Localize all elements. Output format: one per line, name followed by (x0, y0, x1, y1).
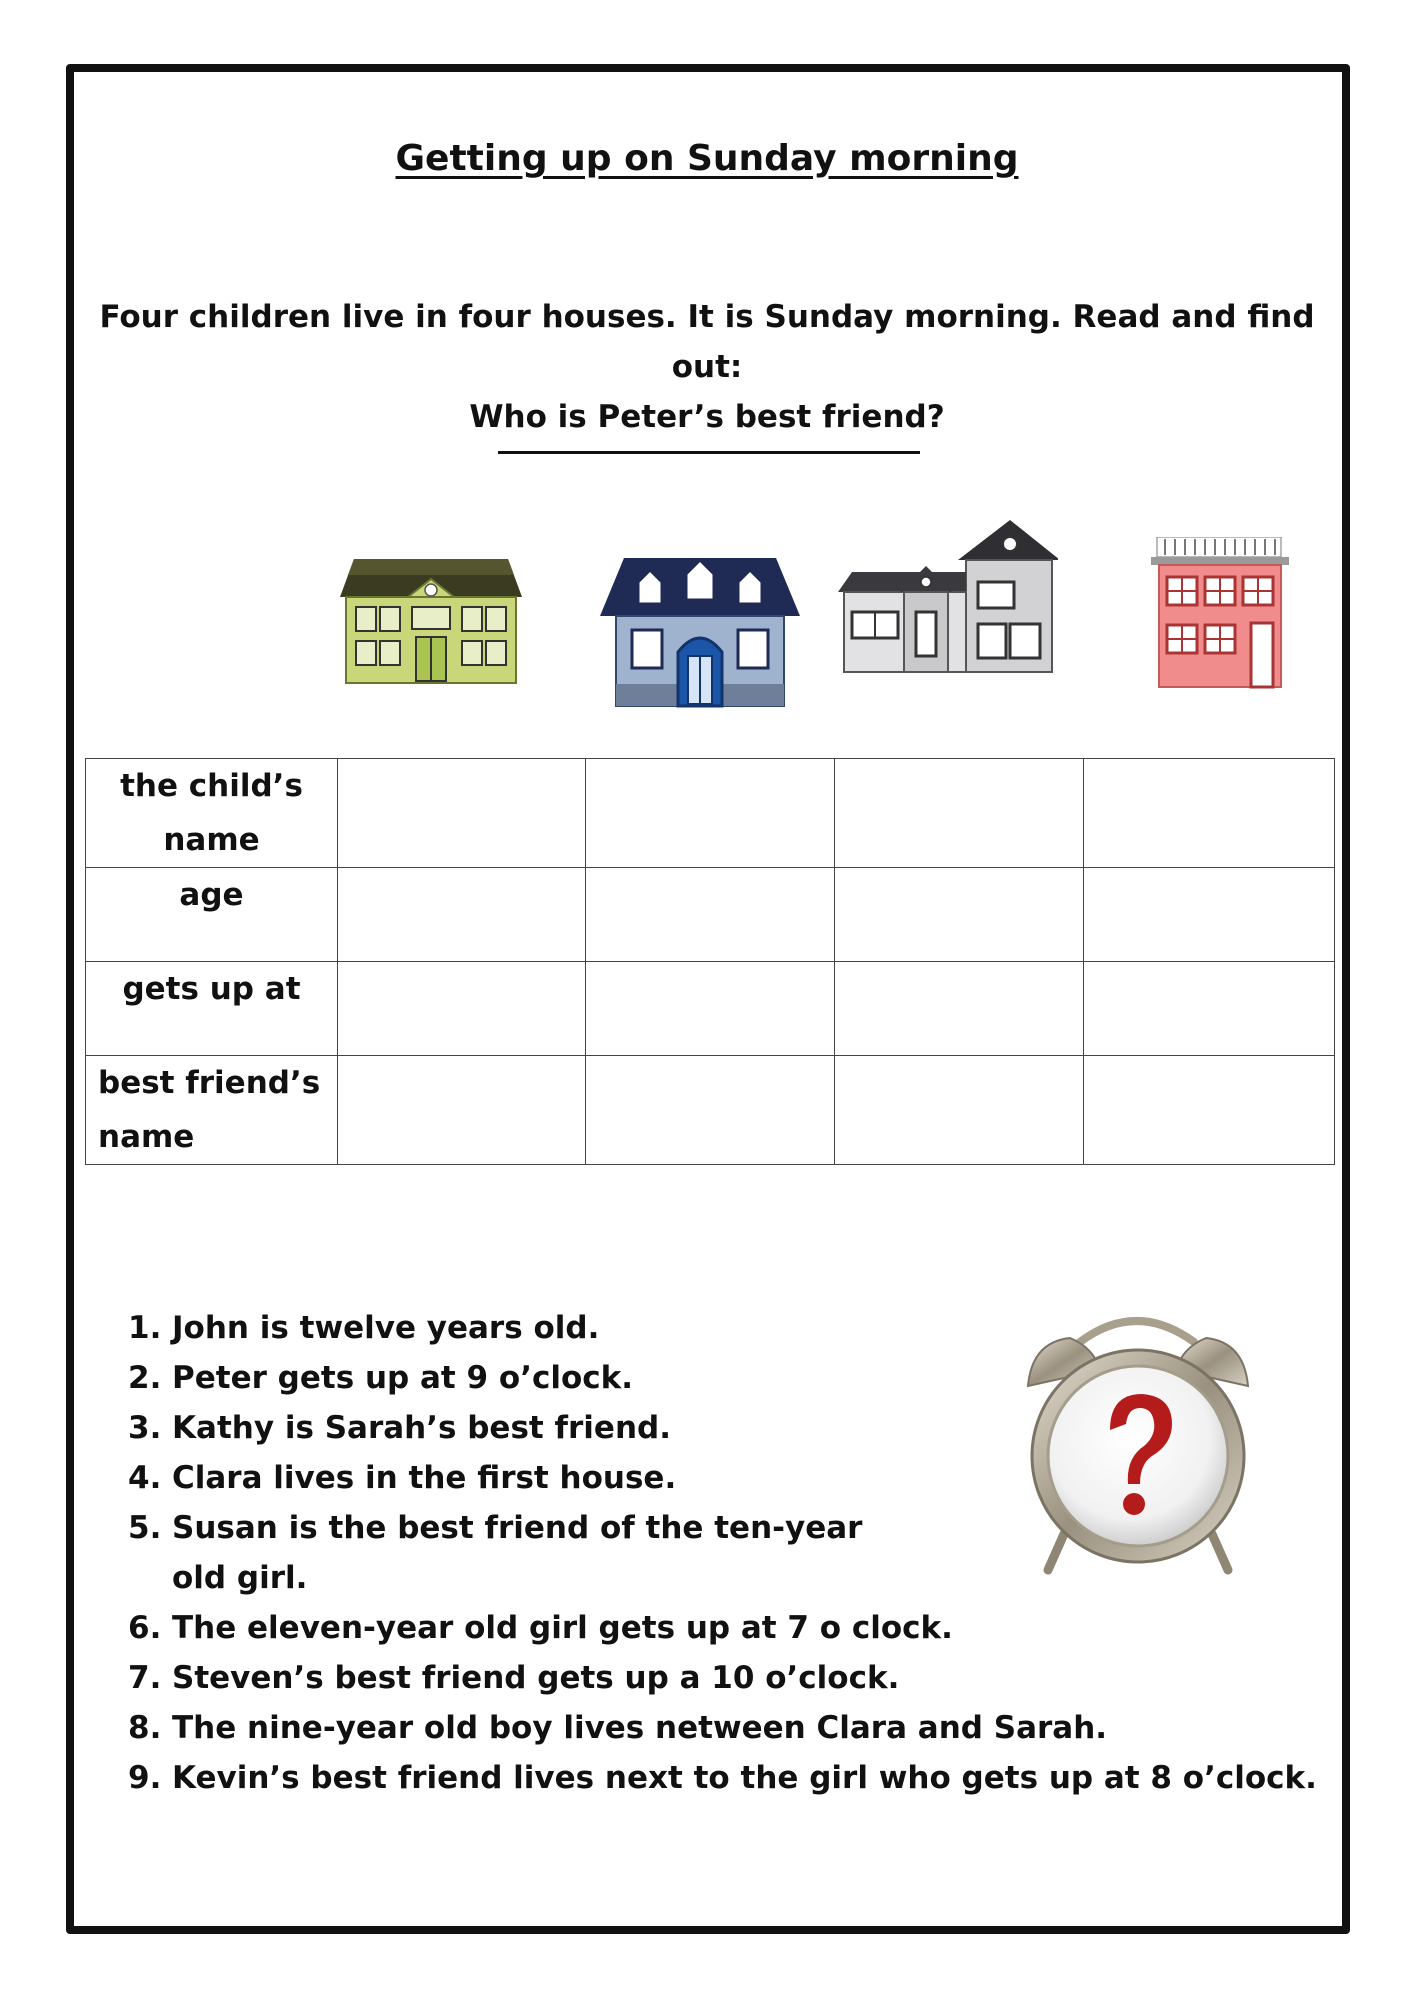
puzzle-grid (85, 758, 1335, 1165)
list-item: 9. Kevin’s best friend lives next to the girl who gets up at 8 o’clock. (128, 1760, 1317, 1796)
answer-cell[interactable] (1084, 868, 1335, 962)
answer-cell[interactable] (1084, 1056, 1335, 1165)
answer-cell[interactable] (1084, 962, 1335, 1056)
answer-cell[interactable] (586, 1056, 835, 1165)
table-row (86, 759, 1335, 868)
table-row (86, 868, 1335, 962)
grey-house-icon (838, 520, 1058, 675)
answer-cell[interactable] (1084, 759, 1335, 868)
row-label-best-friend-name: best friend’s name (86, 1056, 338, 1165)
instructions-question: Who is Peter’s best friend? (469, 399, 945, 435)
table-row (86, 1056, 1335, 1165)
green-house-icon (332, 555, 530, 685)
answer-cell[interactable] (835, 962, 1084, 1056)
list-item: 2. Peter gets up at 9 o’clock. (128, 1360, 634, 1396)
pink-house-icon (1151, 537, 1289, 689)
row-label-child-name: the child’s name (86, 759, 338, 868)
list-item: 6. The eleven-year old girl gets up at 7 o clock. (128, 1610, 953, 1646)
answer-cell[interactable] (338, 962, 586, 1056)
instructions-line-1: Four children live in four houses. It is Sunday morning. Read and find out: (99, 299, 1315, 385)
answer-cell[interactable] (835, 868, 1084, 962)
answer-cell[interactable] (835, 759, 1084, 868)
list-item: 4. Clara lives in the first house. (128, 1460, 677, 1496)
list-item: 5. Susan is the best friend of the ten-year old girl. (128, 1510, 863, 1596)
answer-cell[interactable] (586, 868, 835, 962)
list-item: 3. Kathy is Sarah’s best friend. (128, 1410, 671, 1446)
row-label-gets-up-at: gets up at (86, 962, 338, 1056)
table-row (86, 962, 1335, 1056)
blue-house-icon (598, 548, 802, 708)
answer-cell[interactable] (586, 759, 835, 868)
list-item: 8. The nine-year old boy lives netween Clara and Sarah. (128, 1710, 1108, 1746)
answer-line[interactable] (498, 451, 920, 454)
list-item: 7. Steven’s best friend gets up a 10 o’clock. (128, 1660, 900, 1696)
list-item: 1. John is twelve years old. (128, 1310, 600, 1346)
worksheet-title: Getting up on Sunday morning (395, 138, 1019, 179)
answer-cell[interactable] (338, 759, 586, 868)
row-label-age: age (86, 868, 338, 962)
answer-cell[interactable] (338, 1056, 586, 1165)
instructions (90, 292, 1324, 442)
answer-cell[interactable] (586, 962, 835, 1056)
answer-cell[interactable] (835, 1056, 1084, 1165)
answer-cell[interactable] (338, 868, 586, 962)
alarm-clock-question-icon (1008, 1308, 1268, 1588)
